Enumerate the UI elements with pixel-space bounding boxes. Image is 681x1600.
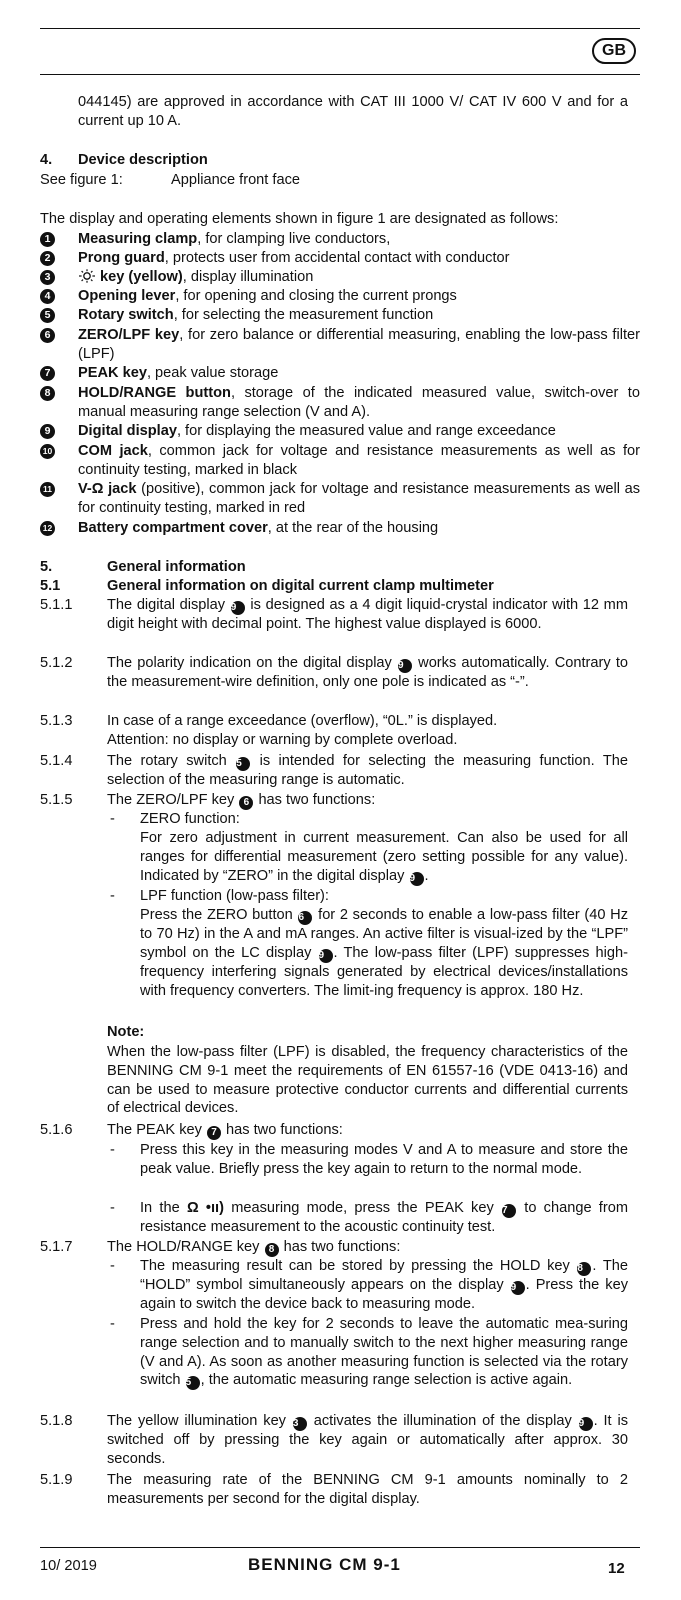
- callout-hold-key: 8: [265, 1243, 279, 1257]
- para-5-1-6-number: 5.1.6: [40, 1122, 73, 1138]
- list-item-text: [78, 480, 640, 518]
- para-5-1-4: The rotary switch 5 is intended for selecting the measuring function. The selection of the measuring range is automatic.: [107, 753, 628, 788]
- list-item-term: HOLD/RANGE button: [78, 385, 231, 401]
- list-item: [40, 519, 640, 538]
- callout-hold-key: 8: [577, 1262, 591, 1276]
- item-number-badge: 4: [40, 289, 55, 304]
- zero-function-title: ZERO function:: [140, 811, 240, 827]
- item-number-badge: 11: [40, 482, 55, 497]
- list-item-desc: , for displaying the measured value and range exceedance: [176, 423, 556, 439]
- para-5-1-2-number: 5.1.2: [40, 655, 73, 671]
- list-item: [40, 287, 640, 306]
- list-item-desc: , for opening and closing the current prongs: [175, 288, 457, 304]
- footer-rule: [40, 1547, 640, 1548]
- list-item: [40, 326, 640, 364]
- para-5-1-3: In case of a range exceedance (overflow), “0L.” is displayed. Attention: no display or warning by complete overload.: [107, 713, 498, 748]
- callout-rotary-switch: 5: [186, 1376, 200, 1390]
- dash-bullet: -: [110, 1316, 115, 1332]
- list-item: [40, 422, 640, 441]
- list-item-term: COM jack: [78, 443, 148, 459]
- hold-mode-text-2: Press and hold the key for 2 seconds to leave the automatic mea-suring range selection and to manually switch to the next higher measuring range (V and A). As soon as another measuring function is selected via the rotary switch 5 , the automatic measuring range selection is active again.: [140, 1316, 628, 1389]
- list-item-term: Prong guard: [78, 250, 165, 266]
- see-figure-label: See figure 1:: [40, 172, 123, 188]
- list-item: [40, 230, 640, 249]
- list-item-text: [78, 384, 640, 422]
- list-item-term: Digital display: [78, 423, 177, 439]
- callout-illumination-key: 3: [293, 1417, 307, 1431]
- list-item-desc: , at the rear of the housing: [267, 520, 439, 536]
- item-number-badge: 5: [40, 308, 55, 323]
- note-text: When the low-pass filter (LPF) is disabled, the frequency characteristics of the BENNING CM 9-1 meet the requirements of EN 61557-16 (VDE 0413-16) and can be used to measure protective conductor currents and differential currents of electrical devices.: [107, 1044, 628, 1117]
- list-item-term: ZERO/LPF key: [78, 327, 180, 343]
- see-figure-value: Appliance front face: [171, 172, 300, 188]
- list-item: [40, 384, 640, 422]
- list-item-text: [78, 287, 640, 306]
- callout-zero-key: 6: [239, 796, 253, 810]
- callout-zero-key: 6: [298, 911, 312, 925]
- item-number-badge: 12: [40, 521, 55, 536]
- section-5-title: General information: [107, 559, 246, 575]
- list-item-text: [78, 306, 640, 325]
- item-number-badge: 8: [40, 386, 55, 401]
- list-item-desc: , storage of the indicated measured value, switch-over to manual measuring range selection (V and A).: [78, 385, 640, 420]
- callout-digital-display: 9: [410, 872, 424, 886]
- para-5-1-8-number: 5.1.8: [40, 1413, 73, 1429]
- section-4-lead: The display and operating elements shown in figure 1 are designated as follows:: [40, 211, 559, 227]
- callout-digital-display: 9: [319, 949, 333, 963]
- callout-peak-key: 7: [502, 1204, 516, 1218]
- list-item-text: [78, 268, 640, 287]
- list-item: [40, 442, 640, 480]
- para-5-1-3-number: 5.1.3: [40, 713, 73, 729]
- note-label: Note:: [107, 1024, 145, 1040]
- section-5-1-number: 5.1: [40, 578, 61, 594]
- para-5-1-9-number: 5.1.9: [40, 1472, 73, 1488]
- item-number-badge: 6: [40, 328, 55, 343]
- list-item-text: [78, 422, 640, 441]
- lpf-function-text: Press the ZERO button 6 for 2 seconds to enable a low-pass filter (40 Hz to 70 Hz) in the A and mA ranges. An active filter is visual-ized by the “LPF” symbol on the LC display 9 . The low-pass filter (LPF) suppresses high-frequency interfering signals generated by electrical devices/installations with frequency converters. The limit-ing frequency is approx. 180 Hz.: [140, 907, 628, 999]
- list-item-desc: , for zero balance or differential measuring, enabling the low-pass filter (LPF): [78, 327, 640, 362]
- list-item-term: key (yellow): [100, 269, 183, 285]
- list-item: [40, 364, 640, 383]
- list-item-desc: , common jack for voltage and resistance measurements as well as for continuity testing, marked in black: [78, 443, 640, 478]
- para-5-1-6: The PEAK key 7 has two functions:: [107, 1122, 343, 1138]
- dash-bullet: -: [110, 888, 115, 904]
- list-item: [40, 306, 640, 325]
- header-rule-bottom: [40, 74, 640, 75]
- para-5-1-5: The ZERO/LPF key 6 has two functions:: [107, 792, 376, 808]
- zero-function-text: For zero adjustment in current measurement. Can also be used for all ranges for differential measurement (zero setting possible for any value). Indicated by “ZERO” in the digital display 9 .: [140, 830, 628, 884]
- item-number-badge: 9: [40, 424, 55, 439]
- item-number-badge: 1: [40, 232, 55, 247]
- item-number-badge: 10: [40, 444, 55, 459]
- section-4-number: 4.: [40, 152, 53, 168]
- list-item-term: Rotary switch: [78, 307, 174, 323]
- section-4-title: Device description: [78, 152, 208, 168]
- list-item-desc: , protects user from accidental contact with conductor: [164, 250, 510, 266]
- para-5-1-7: The HOLD/RANGE key 8 has two functions:: [107, 1239, 401, 1255]
- para-5-1-8: The yellow illumination key 3 activates the illumination of the display 9 . It is switched off by pressing the key again or automatically after approx. 30 seconds.: [107, 1413, 629, 1467]
- peak-mode-text-2: In the Ω •ıı) measuring mode, press the PEAK key 7 to change from resistance measurement to the acoustic continuity test.: [140, 1200, 628, 1235]
- list-item-text: [78, 249, 640, 268]
- list-item-term: PEAK key: [78, 365, 147, 381]
- list-item-desc: , display illumination: [182, 269, 314, 285]
- callout-digital-display: 9: [511, 1281, 525, 1295]
- item-number-badge: 7: [40, 366, 55, 381]
- list-item-term: Opening lever: [78, 288, 176, 304]
- list-item: [40, 249, 640, 268]
- para-5-1-1: The digital display 9 is designed as a 4 digit liquid-crystal indicator with 12 mm digit height with decimal point. The highest value displayed is 6000.: [107, 597, 629, 632]
- list-item-desc: , for selecting the measurement function: [173, 307, 434, 323]
- language-badge: GB: [592, 38, 636, 64]
- hold-mode-text-1: The measuring result can be stored by pressing the HOLD key 8 . The “HOLD” symbol simultaneously appears on the display 9 . Press the key again to switch the device back to measuring mode.: [140, 1258, 628, 1312]
- header-rule-top: [40, 28, 640, 29]
- peak-mode-text-1: Press this key in the measuring modes V and A to measure and store the peak value. Briefly press the key again to return to the normal mode.: [140, 1142, 628, 1177]
- list-item-term: Measuring clamp: [78, 231, 198, 247]
- list-item: [40, 480, 640, 518]
- intro-paragraph: 044145) are approved in accordance with CAT III 1000 V/ CAT IV 600 V and for a current up 10 A.: [78, 94, 628, 129]
- list-item-text: [78, 364, 640, 383]
- section-5-number: 5.: [40, 559, 53, 575]
- list-item-desc: , for clamping live conductors,: [197, 231, 391, 247]
- callout-rotary-switch: 5: [236, 757, 250, 771]
- para-5-1-5-number: 5.1.5: [40, 792, 73, 808]
- list-item-term: Battery compartment cover: [78, 520, 268, 536]
- para-5-1-2: The polarity indication on the digital display 9 works automatically. Contrary to the measurement-wire definition, only one pole is indicated as “-”.: [107, 655, 628, 690]
- callout-digital-display: 9: [398, 659, 412, 673]
- callout-digital-display: 9: [231, 601, 245, 615]
- list-item-term: V-Ω jack: [78, 481, 137, 497]
- item-number-badge: 3: [40, 270, 55, 285]
- list-item-text: [78, 519, 640, 538]
- para-5-1-7-number: 5.1.7: [40, 1239, 73, 1255]
- footer-date: 10/ 2019: [40, 1558, 97, 1574]
- para-5-1-9: The measuring rate of the BENNING CM 9-1 amounts nominally to 2 measurements per second for the digital display.: [107, 1472, 628, 1507]
- footer-title: BENNING CM 9-1: [248, 1555, 401, 1574]
- para-5-1-4-number: 5.1.4: [40, 753, 73, 769]
- list-item: [40, 268, 640, 287]
- dash-bullet: -: [110, 811, 115, 827]
- list-item-desc: , peak value storage: [146, 365, 279, 381]
- dash-bullet: -: [110, 1142, 115, 1158]
- callout-digital-display: 9: [579, 1417, 593, 1431]
- section-5-1-title: General information on digital current clamp multimeter: [107, 578, 494, 594]
- list-item-desc: (positive), common jack for voltage and resistance measurements as well as for continuity testing, marked in red: [78, 481, 640, 516]
- para-5-1-1-number: 5.1.1: [40, 597, 73, 613]
- callout-peak-key: 7: [207, 1126, 221, 1140]
- ohm-continuity-icon: Ω •ıı): [186, 1200, 224, 1216]
- dash-bullet: -: [110, 1258, 115, 1274]
- page-number: 12: [608, 1560, 625, 1577]
- lpf-function-title: LPF function (low-pass filter):: [140, 888, 329, 904]
- list-item-text: [78, 326, 640, 364]
- sun-icon: [78, 269, 100, 285]
- list-item-text: [78, 442, 640, 480]
- dash-bullet: -: [110, 1200, 115, 1216]
- list-item-text: [78, 230, 640, 249]
- item-number-badge: 2: [40, 251, 55, 266]
